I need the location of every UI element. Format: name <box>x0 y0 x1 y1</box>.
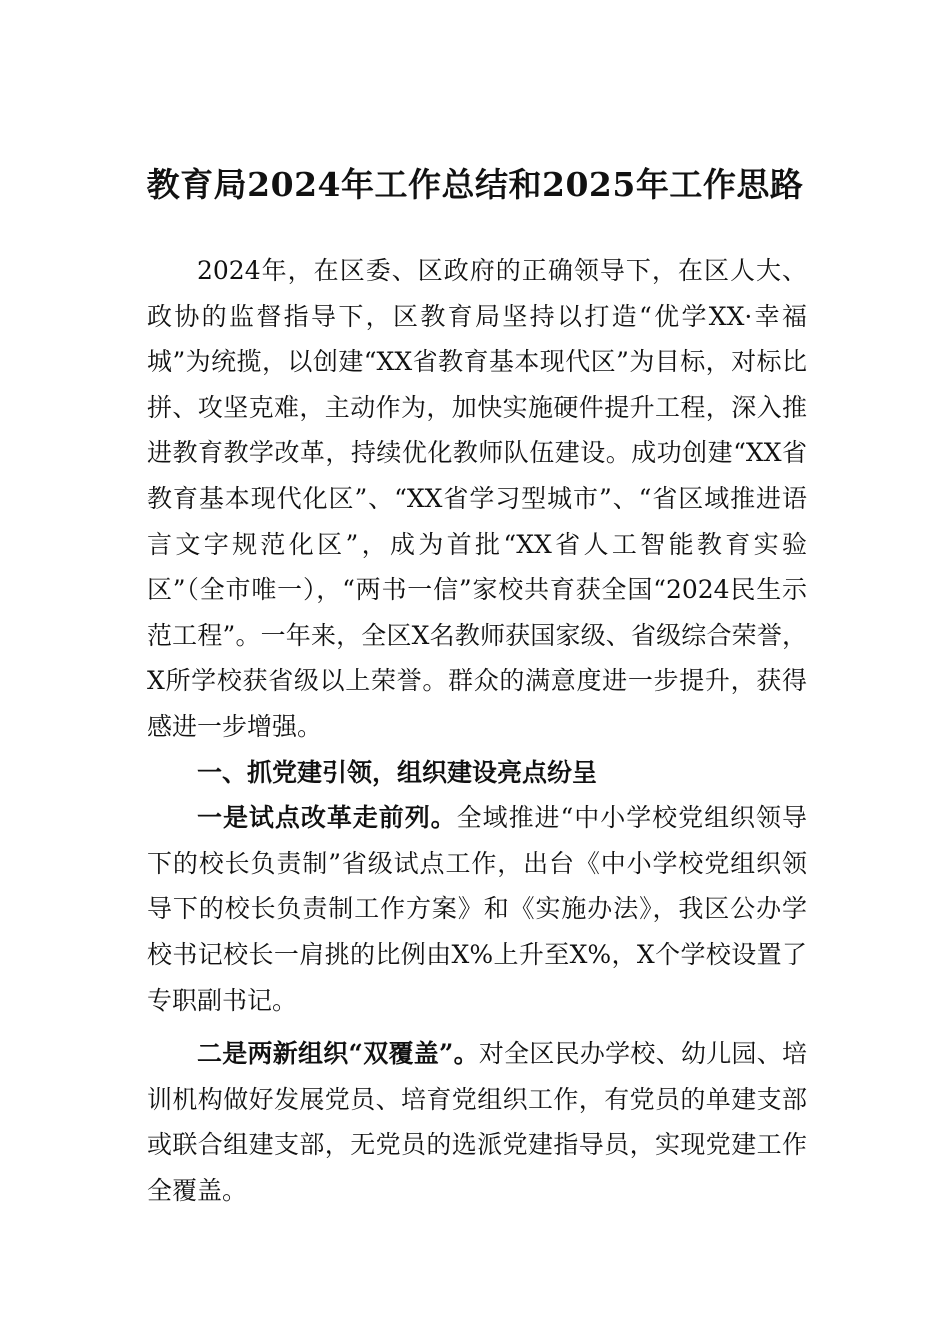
document-body <box>147 248 807 1213</box>
item-lead: 二是两新组织“双覆盖”。 <box>197 1039 479 1069</box>
section-item-2 <box>147 1031 807 1213</box>
document-title: 教育局2024年工作总结和2025年工作思路 <box>146 165 804 204</box>
item-text: 全域推进“中小学校党组织领导下的校长负责制”省级试点工作，出台《中小学校党组织领导下的校长负责制工作方案》和《实施办法》，我区公办学校书记校长一肩挑的比例由X%上升至X%，X个学校设置了专职副书记。 <box>147 803 807 1015</box>
section-heading: 一、抓党建引领，组织建设亮点纷呈 <box>197 757 598 787</box>
item-lead: 一是试点改革走前列。 <box>197 803 457 833</box>
intro-paragraph: 2024年，在区委、区政府的正确领导下，在区人大、政协的监督指导下，区教育局坚持以打造“优学XX·幸福城”为统揽，以创建“XX省教育基本现代区”为目标，对标比拼、攻坚克难，主动作为，加快实施硬件提升工程，深入推进教育教学改革，持续优化教师队伍建设。成功创建“XX省教育基本现代化区”、“XX省学习型城市”、“省区域推进语言文字规范化区”，成为首批“XX省人工智能教育实验区”（全市唯一），“两书一信”家校共育获全国“2024民生示范工程”。一年来，全区X名教师获国家级、省级综合荣誉，X所学校获省级以上荣誉。群众的满意度进一步提升，获得感进一步增强。 <box>147 256 807 741</box>
item-text: 对全区民办学校、幼儿园、培训机构做好发展党员、培育党组织工作，有党员的单建支部或联合组建支部，无党员的选派党建指导员，实现党建工作全覆盖。 <box>147 1039 807 1205</box>
section-item-1 <box>147 795 807 1023</box>
